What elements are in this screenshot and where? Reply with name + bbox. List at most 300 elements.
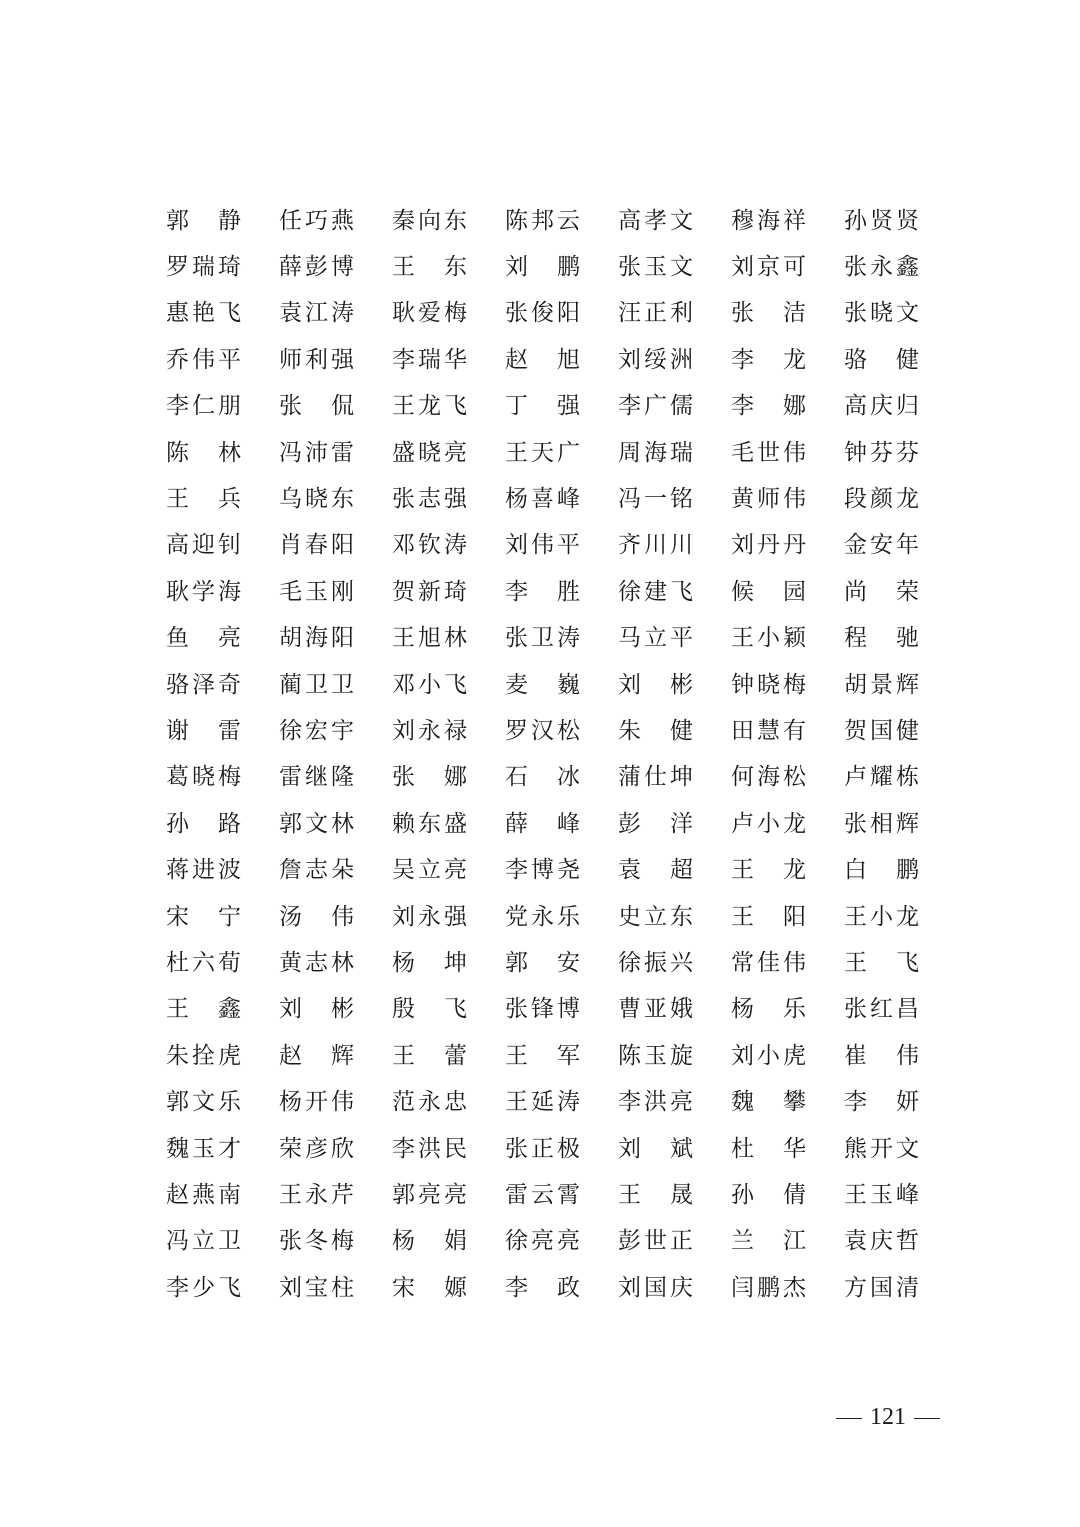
- name-text: 钟 晓 梅: [731, 671, 806, 698]
- name-text: 郭 文 林: [279, 810, 354, 837]
- name-text: 张 永 鑫: [844, 254, 919, 281]
- name-entry: [392, 207, 505, 234]
- name-text: 穆 海 祥: [731, 207, 806, 234]
- name-text: 刘 小 虎: [731, 1042, 806, 1069]
- name-entry: [844, 859, 957, 882]
- name-entry: [731, 346, 844, 373]
- name-text: 杨 娟: [392, 1228, 467, 1255]
- name-row: [166, 523, 926, 569]
- name-text: 王 永 芹: [279, 1181, 354, 1208]
- name-row: [166, 198, 926, 244]
- name-entry: [392, 671, 505, 698]
- name-entry: [731, 766, 844, 789]
- name-text: 李 妍: [844, 1089, 919, 1116]
- name-text: 任 巧 燕: [279, 207, 354, 234]
- name-entry: [505, 439, 618, 466]
- name-row: [166, 894, 926, 940]
- name-text: 马 立 平: [618, 625, 693, 652]
- name-entry: [505, 1230, 618, 1253]
- name-entry: [279, 717, 392, 744]
- name-text: 刘 伟 平: [505, 532, 580, 559]
- name-entry: [731, 207, 844, 234]
- name-entry: [731, 998, 844, 1021]
- name-entry: [279, 671, 392, 698]
- dash-left-decoration: [836, 1418, 862, 1420]
- name-text: 师 利 强: [279, 346, 354, 373]
- name-entry: [166, 1274, 279, 1301]
- name-text: 闫 鹏 杰: [731, 1274, 806, 1301]
- name-entry: [731, 903, 844, 930]
- name-entry: [166, 346, 279, 373]
- name-entry: [844, 1181, 957, 1208]
- name-text: 常 佳 伟: [731, 949, 806, 976]
- name-entry: [618, 1091, 731, 1114]
- name-text: 骆 泽 奇: [166, 671, 241, 698]
- name-text: 王 小 龙: [844, 903, 919, 930]
- name-entry: [392, 1135, 505, 1162]
- name-text: 刘 国 庆: [618, 1274, 693, 1301]
- name-row: [166, 662, 926, 708]
- name-text: 肖 春 阳: [279, 532, 354, 559]
- name-text: 冯 沛 雷: [279, 439, 354, 466]
- name-text: 黄 志 林: [279, 949, 354, 976]
- name-text: 袁 江 涛: [279, 300, 354, 327]
- name-text: 朱 拴 虎: [166, 1042, 241, 1069]
- name-entry: [844, 766, 957, 789]
- name-entry: [392, 256, 505, 279]
- name-row: [166, 291, 926, 337]
- name-entry: [505, 1274, 618, 1301]
- name-text: 刘 丹 丹: [731, 532, 806, 559]
- name-row: [166, 1172, 926, 1218]
- name-entry: [279, 949, 392, 976]
- name-entry: [279, 346, 392, 373]
- name-entry: [731, 534, 844, 557]
- name-entry: [731, 859, 844, 882]
- name-entry: [166, 766, 279, 789]
- name-text: 张 洁: [731, 300, 806, 327]
- name-entry: [618, 1042, 731, 1069]
- name-row: [166, 1033, 926, 1079]
- name-entry: [279, 395, 392, 418]
- name-text: 张 锋 博: [505, 996, 580, 1023]
- name-text: 范 永 忠: [392, 1089, 467, 1116]
- name-entry: [618, 717, 731, 744]
- name-entry: [505, 395, 618, 418]
- name-text: 何 海 松: [731, 764, 806, 791]
- name-entry: [392, 627, 505, 650]
- name-entry: [618, 488, 731, 511]
- name-entry: [505, 717, 618, 744]
- name-text: 张 娜: [392, 764, 467, 791]
- name-text: 党 永 乐: [505, 903, 580, 930]
- name-text: 李 博 尧: [505, 857, 580, 884]
- name-entry: [166, 1135, 279, 1162]
- name-entry: [279, 534, 392, 557]
- name-entry: [279, 998, 392, 1021]
- name-text: 李 龙: [731, 346, 806, 373]
- name-text: 毛 世 伟: [731, 439, 806, 466]
- name-entry: [844, 949, 957, 976]
- name-text: 张 红 昌: [844, 996, 919, 1023]
- name-entry: [279, 903, 392, 930]
- name-row: [166, 708, 926, 754]
- name-row: [166, 755, 926, 801]
- name-entry: [166, 488, 279, 511]
- name-text: 李 瑞 华: [392, 346, 467, 373]
- name-row: [166, 244, 926, 290]
- name-text: 刘 永 禄: [392, 717, 467, 744]
- name-text: 毛 玉 刚: [279, 578, 354, 605]
- name-entry: [392, 1230, 505, 1253]
- name-entry: [505, 1091, 618, 1114]
- name-entry: [392, 859, 505, 882]
- name-entry: [844, 810, 957, 837]
- name-text: 陈 邦 云: [505, 207, 580, 234]
- name-list-grid: [166, 198, 926, 1311]
- name-entry: [166, 717, 279, 744]
- name-text: 王 晟: [618, 1181, 693, 1208]
- name-entry: [392, 302, 505, 325]
- name-text: 兰 江: [731, 1228, 806, 1255]
- name-entry: [618, 671, 731, 698]
- name-entry: [731, 1042, 844, 1069]
- name-text: 鱼 亮: [166, 625, 241, 652]
- name-entry: [505, 256, 618, 279]
- name-row: [166, 1126, 926, 1172]
- name-text: 赵 燕 南: [166, 1181, 241, 1208]
- name-row: [166, 384, 926, 430]
- name-entry: [166, 302, 279, 325]
- name-entry: [731, 1091, 844, 1114]
- name-text: 胡 海 阳: [279, 625, 354, 652]
- name-entry: [505, 207, 618, 234]
- name-entry: [731, 627, 844, 650]
- name-entry: [279, 1091, 392, 1114]
- name-row: [166, 476, 926, 522]
- name-entry: [392, 810, 505, 837]
- name-text: 李 洪 亮: [618, 1089, 693, 1116]
- name-text: 杨 开 伟: [279, 1089, 354, 1116]
- name-entry: [505, 627, 618, 650]
- name-text: 宋 嫄: [392, 1274, 467, 1301]
- name-text: 盛 晓 亮: [392, 439, 467, 466]
- page-number-footer: [828, 1404, 948, 1431]
- name-text: 张 志 强: [392, 486, 467, 513]
- name-text: 王 玉 峰: [844, 1181, 919, 1208]
- name-text: 卢 耀 栋: [844, 764, 919, 791]
- name-entry: [392, 488, 505, 511]
- name-entry: [844, 998, 957, 1021]
- name-text: 尚 荣: [844, 578, 919, 605]
- name-entry: [618, 627, 731, 650]
- name-text: 王 延 涛: [505, 1089, 580, 1116]
- name-text: 金 安 年: [844, 532, 919, 559]
- name-entry: [618, 256, 731, 279]
- name-entry: [279, 207, 392, 234]
- name-text: 王 飞: [844, 949, 919, 976]
- name-entry: [166, 810, 279, 837]
- name-entry: [166, 1230, 279, 1253]
- name-text: 雷 云 霄: [505, 1181, 580, 1208]
- name-entry: [844, 256, 957, 279]
- name-text: 邓 小 飞: [392, 671, 467, 698]
- name-text: 詹 志 朵: [279, 857, 354, 884]
- name-text: 赵 辉: [279, 1042, 354, 1069]
- name-text: 陈 玉 旋: [618, 1042, 693, 1069]
- name-entry: [844, 346, 957, 373]
- name-entry: [505, 859, 618, 882]
- name-text: 方 国 清: [844, 1274, 919, 1301]
- name-entry: [844, 1091, 957, 1114]
- name-text: 宋 宁: [166, 903, 241, 930]
- name-text: 张 玉 文: [618, 254, 693, 281]
- name-text: 王 小 颖: [731, 625, 806, 652]
- name-entry: [731, 488, 844, 511]
- name-text: 乌 晓 东: [279, 486, 354, 513]
- name-text: 刘 永 强: [392, 903, 467, 930]
- name-row: [166, 987, 926, 1033]
- name-text: 张 俊 阳: [505, 300, 580, 327]
- name-text: 李 少 飞: [166, 1274, 241, 1301]
- name-entry: [166, 671, 279, 698]
- name-text: 齐 川 川: [618, 532, 693, 559]
- name-text: 段 颜 龙: [844, 486, 919, 513]
- name-entry: [392, 395, 505, 418]
- name-text: 徐 振 兴: [618, 949, 693, 976]
- name-entry: [731, 256, 844, 279]
- name-entry: [279, 578, 392, 605]
- name-text: 殷 飞: [392, 996, 467, 1023]
- name-text: 惠 艳 飞: [166, 300, 241, 327]
- name-row: [166, 1265, 926, 1311]
- name-entry: [392, 578, 505, 605]
- name-text: 郭 亮 亮: [392, 1181, 467, 1208]
- name-text: 王 军: [505, 1042, 580, 1069]
- name-text: 吴 立 亮: [392, 857, 467, 884]
- name-entry: [731, 578, 844, 605]
- name-text: 钟 芬 芬: [844, 439, 919, 466]
- name-text: 高 迎 钊: [166, 532, 241, 559]
- name-entry: [166, 1091, 279, 1114]
- name-entry: [505, 302, 618, 325]
- name-text: 彭 世 正: [618, 1228, 693, 1255]
- name-text: 熊 开 文: [844, 1135, 919, 1162]
- name-entry: [166, 439, 279, 466]
- name-text: 赖 东 盛: [392, 810, 467, 837]
- name-text: 张 相 辉: [844, 810, 919, 837]
- name-entry: [279, 1042, 392, 1069]
- name-entry: [392, 346, 505, 373]
- name-text: 罗 汉 松: [505, 717, 580, 744]
- name-entry: [618, 766, 731, 789]
- name-text: 杜 六 荀: [166, 949, 241, 976]
- name-text: 徐 宏 宇: [279, 717, 354, 744]
- name-text: 彭 洋: [618, 810, 693, 837]
- name-entry: [392, 1181, 505, 1208]
- name-text: 袁 超: [618, 857, 693, 884]
- name-entry: [844, 439, 957, 466]
- name-entry: [279, 439, 392, 466]
- name-entry: [166, 627, 279, 650]
- name-entry: [618, 1230, 731, 1253]
- name-entry: [618, 949, 731, 976]
- name-text: 罗 瑞 琦: [166, 254, 241, 281]
- name-entry: [279, 859, 392, 882]
- name-entry: [279, 302, 392, 325]
- name-text: 陈 林: [166, 439, 241, 466]
- name-entry: [731, 1274, 844, 1301]
- name-entry: [279, 1230, 392, 1253]
- name-text: 杜 华: [731, 1135, 806, 1162]
- name-text: 李 娜: [731, 393, 806, 420]
- name-entry: [844, 1274, 957, 1301]
- name-entry: [844, 488, 957, 511]
- name-entry: [279, 1135, 392, 1162]
- name-text: 汤 伟: [279, 903, 354, 930]
- name-entry: [505, 949, 618, 976]
- name-text: 冯 一 铭: [618, 486, 693, 513]
- name-entry: [505, 810, 618, 837]
- name-entry: [844, 578, 957, 605]
- name-text: 刘 京 可: [731, 254, 806, 281]
- name-entry: [279, 1274, 392, 1301]
- name-text: 王 鑫: [166, 996, 241, 1023]
- name-row: [166, 940, 926, 986]
- name-entry: [392, 903, 505, 930]
- name-text: 张 卫 涛: [505, 625, 580, 652]
- name-text: 蒋 进 波: [166, 857, 241, 884]
- name-entry: [505, 998, 618, 1021]
- name-entry: [392, 998, 505, 1021]
- name-entry: [166, 534, 279, 557]
- name-entry: [505, 1181, 618, 1208]
- name-text: 王 兵: [166, 486, 241, 513]
- name-text: 耿 爱 梅: [392, 300, 467, 327]
- name-entry: [392, 534, 505, 557]
- name-text: 魏 攀: [731, 1089, 806, 1116]
- name-entry: [392, 949, 505, 976]
- name-text: 贺 新 琦: [392, 578, 467, 605]
- name-text: 徐 建 飞: [618, 578, 693, 605]
- name-entry: [844, 671, 957, 698]
- name-text: 白 鹏: [844, 857, 919, 884]
- name-entry: [844, 534, 957, 557]
- name-text: 耿 学 海: [166, 578, 241, 605]
- name-text: 荣 彦 欣: [279, 1135, 354, 1162]
- name-text: 袁 庆 哲: [844, 1228, 919, 1255]
- name-text: 候 园: [731, 578, 806, 605]
- name-entry: [618, 207, 731, 234]
- name-entry: [844, 1230, 957, 1253]
- name-text: 薛 峰: [505, 810, 580, 837]
- name-text: 赵 旭: [505, 346, 580, 373]
- name-text: 孙 倩: [731, 1181, 806, 1208]
- name-entry: [166, 949, 279, 976]
- name-row: [166, 847, 926, 893]
- name-entry: [618, 439, 731, 466]
- name-entry: [392, 717, 505, 744]
- name-text: 李 仁 朋: [166, 393, 241, 420]
- name-text: 葛 晓 梅: [166, 764, 241, 791]
- name-entry: [731, 717, 844, 744]
- name-text: 李 广 儒: [618, 393, 693, 420]
- name-text: 李 胜: [505, 578, 580, 605]
- name-entry: [505, 671, 618, 698]
- name-text: 石 冰: [505, 764, 580, 791]
- name-text: 王 蕾: [392, 1042, 467, 1069]
- name-entry: [844, 395, 957, 418]
- name-text: 邓 钦 涛: [392, 532, 467, 559]
- name-entry: [731, 302, 844, 325]
- name-text: 崔 伟: [844, 1042, 919, 1069]
- name-row: [166, 801, 926, 847]
- name-text: 王 东: [392, 254, 467, 281]
- name-entry: [166, 578, 279, 605]
- name-text: 王 阳: [731, 903, 806, 930]
- name-entry: [731, 395, 844, 418]
- dash-right-decoration: [914, 1418, 940, 1420]
- name-text: 田 慧 有: [731, 717, 806, 744]
- name-entry: [505, 1042, 618, 1069]
- name-text: 曹 亚 娥: [618, 996, 693, 1023]
- name-text: 周 海 瑞: [618, 439, 693, 466]
- name-text: 王 旭 林: [392, 625, 467, 652]
- name-entry: [392, 1091, 505, 1114]
- name-text: 贺 国 健: [844, 717, 919, 744]
- name-entry: [618, 998, 731, 1021]
- name-entry: [166, 207, 279, 234]
- name-entry: [618, 578, 731, 605]
- name-text: 王 天 广: [505, 439, 580, 466]
- name-entry: [618, 903, 731, 930]
- name-text: 杨 坤: [392, 949, 467, 976]
- name-entry: [166, 1181, 279, 1208]
- name-text: 张 正 极: [505, 1135, 580, 1162]
- name-text: 蔺 卫 卫: [279, 671, 354, 698]
- name-entry: [731, 949, 844, 976]
- name-text: 朱 健: [618, 717, 693, 744]
- name-text: 郭 文 乐: [166, 1089, 241, 1116]
- name-text: 高 孝 文: [618, 207, 693, 234]
- name-entry: [731, 810, 844, 837]
- name-entry: [505, 1135, 618, 1162]
- name-text: 刘 彬: [279, 996, 354, 1023]
- name-text: 麦 巍: [505, 671, 580, 698]
- name-entry: [618, 302, 731, 325]
- name-entry: [731, 1181, 844, 1208]
- name-entry: [618, 1135, 731, 1162]
- name-entry: [618, 1274, 731, 1301]
- name-entry: [844, 1135, 957, 1162]
- name-text: 卢 小 龙: [731, 810, 806, 837]
- name-entry: [731, 439, 844, 466]
- name-text: 李 政: [505, 1274, 580, 1301]
- name-text: 史 立 东: [618, 903, 693, 930]
- name-text: 蒲 仕 坤: [618, 764, 693, 791]
- name-entry: [731, 1230, 844, 1253]
- name-entry: [505, 903, 618, 930]
- name-entry: [618, 346, 731, 373]
- name-entry: [392, 1274, 505, 1301]
- name-text: 秦 向 东: [392, 207, 467, 234]
- name-entry: [731, 1135, 844, 1162]
- name-row: [166, 430, 926, 476]
- name-text: 刘 斌: [618, 1135, 693, 1162]
- name-text: 王 龙 飞: [392, 393, 467, 420]
- name-text: 魏 玉 才: [166, 1135, 241, 1162]
- name-entry: [279, 627, 392, 650]
